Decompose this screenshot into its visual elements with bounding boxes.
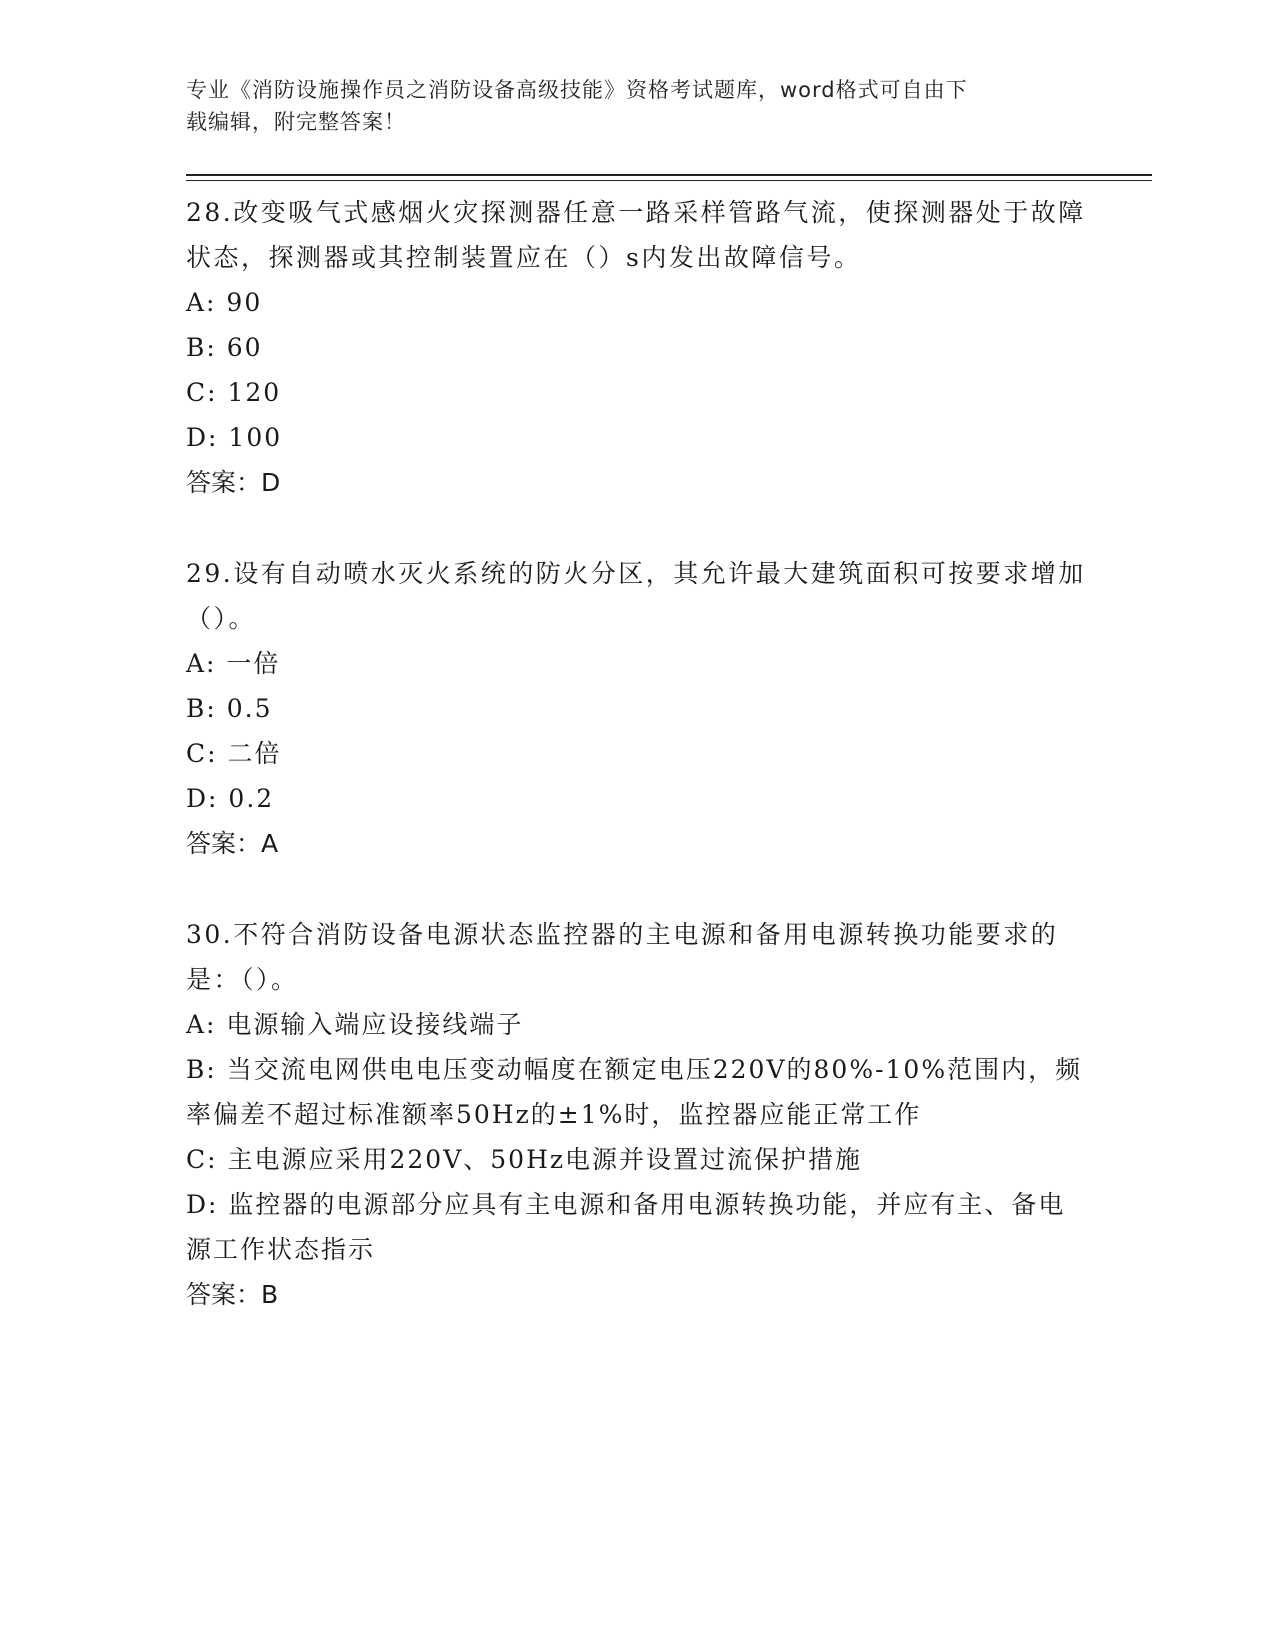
answer: 答案：B [186, 1280, 279, 1309]
header-line-2: 载编辑，附完整答案！ [186, 110, 406, 134]
option-a: A: 90 [186, 288, 263, 317]
question-text: 28.改变吸气式感烟火灾探测器任意一路采样管路气流，使探测器处于故障状态，探测器或其控制装置应在（）s内发出故障信号。 [186, 198, 1086, 272]
question-30 [186, 912, 1086, 1317]
question-spacer [186, 866, 1086, 912]
option-d: D: 0.2 [186, 784, 275, 813]
question-text: 30.不符合消防设备电源状态监控器的主电源和备用电源转换功能要求的是：（）。 [186, 920, 1059, 994]
option-a: A: 一倍 [186, 649, 281, 678]
option-d: D: 监控器的电源部分应具有主电源和备用电源转换功能，并应有主、备电源工作状态指示 [186, 1190, 1066, 1264]
option-c: C: 主电源应采用220V、50Hz电源并设置过流保护措施 [186, 1145, 863, 1174]
header-line-1: 专业《消防设施操作员之消防设备高级技能》资格考试题库，word格式可自由下 [186, 78, 968, 102]
option-b: B: 当交流电网供电电压变动幅度在额定电压220V的80%-10%范围内，频率偏差不超过标准额率50Hz的±1%时，监控器应能正常工作 [186, 1055, 1083, 1129]
header-rule-thin [186, 180, 1152, 181]
question-list [186, 190, 1086, 1317]
header-rule-thick [186, 174, 1152, 176]
question-text: 29.设有自动喷水灭火系统的防火分区，其允许最大建筑面积可按要求增加（）。 [186, 559, 1086, 633]
question-spacer [186, 505, 1086, 551]
answer: 答案：A [186, 829, 279, 858]
question-28 [186, 190, 1086, 505]
option-b: B: 60 [186, 333, 263, 362]
option-b: B: 0.5 [186, 694, 273, 723]
document-header [186, 74, 1066, 138]
option-a: A: 电源输入端应设接线端子 [186, 1010, 524, 1039]
option-c: C: 二倍 [186, 739, 282, 768]
question-29 [186, 551, 1086, 866]
option-c: C: 120 [186, 378, 282, 407]
option-d: D: 100 [186, 423, 283, 452]
answer: 答案：D [186, 468, 281, 497]
